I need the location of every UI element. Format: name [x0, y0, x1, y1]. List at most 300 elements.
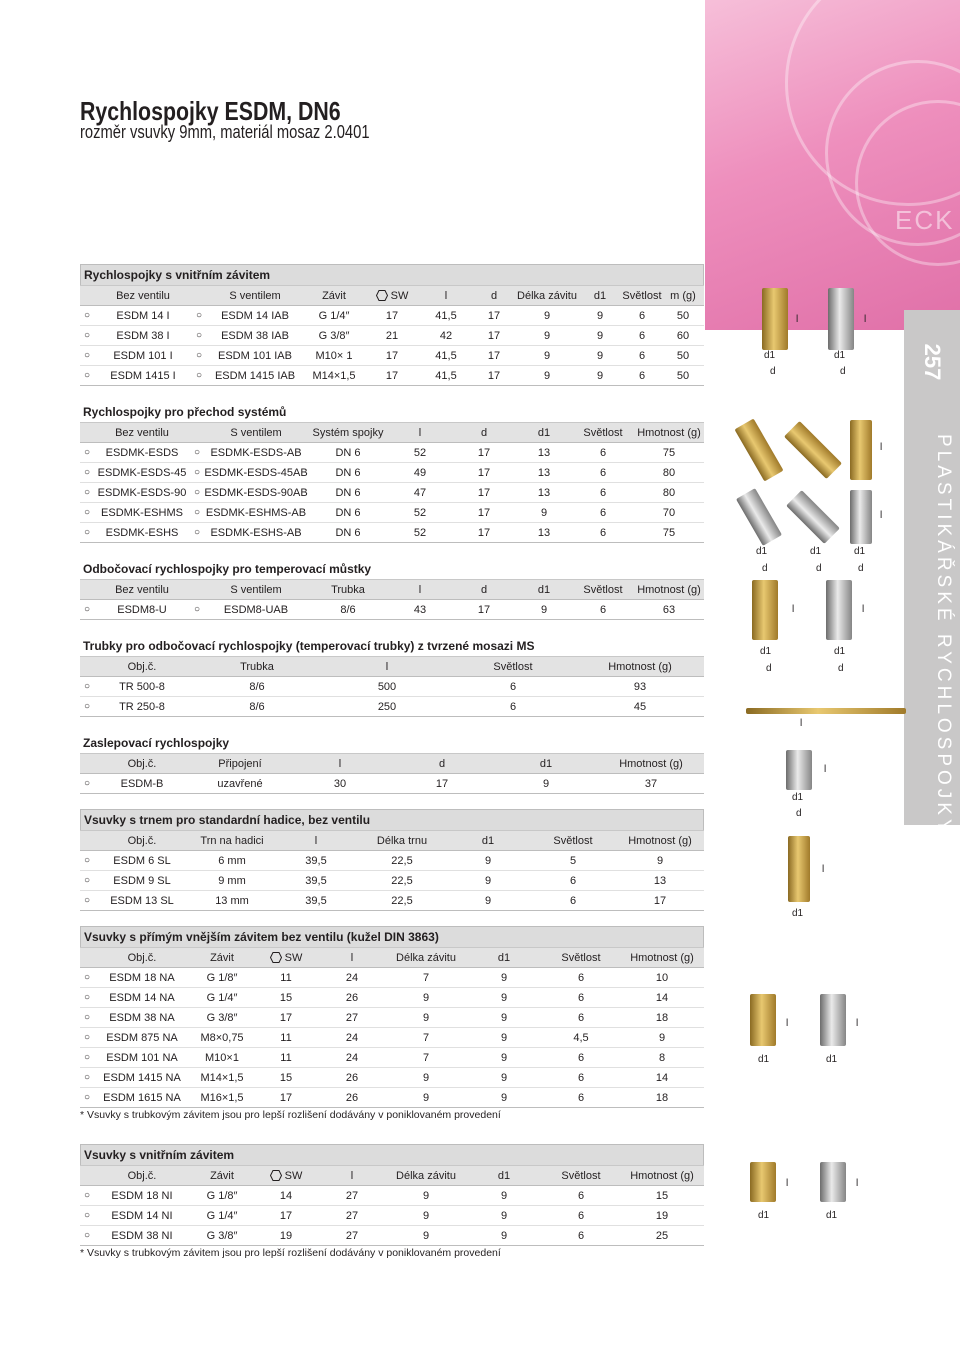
table-cell: 6 mm: [190, 851, 274, 871]
table-cell: G 3/8″: [190, 1226, 254, 1246]
table-cell: 17: [452, 600, 516, 620]
order-marker-icon: ○: [80, 988, 94, 1008]
table-cell: 17: [472, 306, 516, 326]
table-cell: 17: [452, 503, 516, 523]
order-marker-icon: ○: [80, 774, 94, 794]
order-marker-icon: ○: [80, 1068, 94, 1088]
table-cell: 75: [634, 443, 704, 463]
column-header: Hmotnost (g): [616, 831, 704, 851]
coupling-chrome-image: [828, 288, 854, 350]
column-header: d1: [516, 580, 572, 600]
table-cell: ESDM 18 NA: [94, 968, 190, 988]
table-cell: 9: [466, 1068, 542, 1088]
column-header: Závit: [304, 286, 364, 306]
product-table: [80, 947, 704, 1108]
table-cell: M16×1,5: [190, 1088, 254, 1108]
table-cell: 19: [254, 1226, 318, 1246]
table-cell: 50: [662, 366, 704, 386]
table-cell: 18: [620, 1008, 704, 1028]
table-cell: 9: [386, 1226, 466, 1246]
dim-label-d1: d1: [834, 646, 846, 657]
dim-label-d1: d1: [810, 546, 822, 557]
column-header: Obj.č.: [94, 754, 190, 774]
coupling-angled-image: [786, 490, 840, 544]
dim-label-d: d: [816, 563, 822, 574]
section-title: Trubky pro odbočovací rychlospojky (temperovací trubky) z tvrzené mosazi MS: [83, 639, 535, 653]
column-header: Závit: [190, 948, 254, 968]
table-cell: 14: [254, 1186, 318, 1206]
table-cell: 17: [472, 346, 516, 366]
order-marker-icon: ○: [80, 871, 94, 891]
table-row: [80, 871, 704, 891]
table-cell: 11: [254, 1028, 318, 1048]
table-cell: 17: [452, 483, 516, 503]
table-cell: ESDM 6 SL: [94, 851, 190, 871]
column-header: Délka závitu: [386, 948, 466, 968]
section-title: Vsuvky s přímým vnějším závitem bez ventilu (kužel DIN 3863): [80, 926, 704, 947]
table-row: [80, 443, 704, 463]
section-branch-couplings: [80, 559, 704, 620]
order-marker-icon: ○: [80, 1008, 94, 1028]
table-cell: ESDM 14 I: [94, 306, 192, 326]
section-title: Odbočovací rychlospojky pro temperovací můstky: [83, 562, 372, 576]
table-cell: G 1/4″: [304, 306, 364, 326]
table-cell: 37: [598, 774, 704, 794]
table-cell: DN 6: [308, 523, 388, 543]
column-header-sw: SW: [254, 1166, 318, 1186]
table-cell: 17: [364, 346, 420, 366]
table-cell: 17: [472, 326, 516, 346]
order-marker-icon: ○: [80, 523, 94, 543]
table-cell: 17: [452, 523, 516, 543]
table-cell: 49: [388, 463, 452, 483]
column-header: Světlost: [450, 657, 576, 677]
column-header: Hmotnost (g): [634, 423, 704, 443]
table-cell: 17: [254, 1008, 318, 1028]
nipple-external-thread-image: [750, 994, 776, 1046]
table-cell: 17: [472, 366, 516, 386]
table-header-row: [80, 657, 704, 677]
section-title: Rychlospojky pro přechod systémů: [83, 405, 287, 419]
table-header-row: [80, 286, 704, 306]
table-cell: 9: [466, 1008, 542, 1028]
table-cell: 13: [516, 523, 572, 543]
product-table: [80, 422, 704, 543]
table-cell: 17: [254, 1088, 318, 1108]
dim-label-d1: d1: [760, 646, 772, 657]
table-cell: 9: [466, 1226, 542, 1246]
section-hose-nipples: [80, 809, 704, 911]
dim-label-d: d: [770, 366, 776, 377]
column-header: l: [274, 831, 358, 851]
table-cell: 75: [634, 523, 704, 543]
table-row: [80, 697, 704, 717]
table-cell: 6: [530, 871, 616, 891]
table-cell: 17: [364, 306, 420, 326]
table-cell: 15: [254, 988, 318, 1008]
dim-label-l: l: [824, 764, 827, 775]
table-cell: 80: [634, 463, 704, 483]
table-cell: ESDM 38 NA: [94, 1008, 190, 1028]
table-cell: 6: [572, 463, 634, 483]
table-cell: ESDM 875 NA: [94, 1028, 190, 1048]
table-cell: 9: [578, 306, 622, 326]
table-cell: 41,5: [420, 306, 472, 326]
dim-label-l: l: [880, 510, 883, 521]
column-header: d1: [494, 754, 598, 774]
table-cell: 9: [620, 1028, 704, 1048]
column-header: d: [472, 286, 516, 306]
table-cell: 6: [542, 1226, 620, 1246]
dim-label-d1: d1: [854, 546, 866, 557]
table-row: [80, 463, 704, 483]
table-cell: 6: [572, 600, 634, 620]
table-cell: 22,5: [358, 851, 446, 871]
table-row: [80, 483, 704, 503]
column-header: Obj.č.: [94, 948, 190, 968]
order-marker-icon: ○: [80, 326, 94, 346]
table-cell: 10: [620, 968, 704, 988]
dim-label-l: l: [856, 1018, 859, 1029]
table-cell: ESDM 101 NA: [94, 1048, 190, 1068]
table-row: [80, 306, 704, 326]
dim-label-d1: d1: [826, 1210, 838, 1221]
order-marker-icon: ○: [80, 677, 94, 697]
table-cell: 27: [318, 1008, 386, 1028]
column-header: Hmotnost (g): [620, 948, 704, 968]
dim-label-d1: d1: [764, 350, 776, 361]
column-header: S ventilem: [206, 286, 304, 306]
column-header: Obj.č.: [94, 831, 190, 851]
table-cell: ESDM 14 NI: [94, 1206, 190, 1226]
column-header: Hmotnost (g): [634, 580, 704, 600]
table-cell: 11: [254, 1048, 318, 1068]
table-cell: 8/6: [190, 697, 324, 717]
dim-label-l: l: [862, 604, 865, 615]
column-header: Trn na hadici: [190, 831, 274, 851]
table-cell: 5: [530, 851, 616, 871]
table-cell: 6: [572, 523, 634, 543]
column-header: d: [452, 580, 516, 600]
dim-label-d: d: [762, 563, 768, 574]
table-cell: ESDMK-ESDS-AB: [204, 443, 308, 463]
table-cell: ESDM 14 NA: [94, 988, 190, 1008]
column-header: d: [452, 423, 516, 443]
footnote: * Vsuvky s trubkovým závitem jsou pro lepší rozlišení dodávány v poniklovaném provedení: [80, 1247, 501, 1259]
table-cell: ESDM 101 I: [94, 346, 192, 366]
table-cell: 52: [388, 443, 452, 463]
page-title: Rychlospojky ESDM, DN6: [80, 96, 341, 126]
table-cell: ESDMK-ESHS-AB: [204, 523, 308, 543]
table-cell: 22,5: [358, 871, 446, 891]
table-cell: 8/6: [308, 600, 388, 620]
column-header: Délka závitu: [516, 286, 578, 306]
dim-label-d: d: [858, 563, 864, 574]
table-cell: 9: [466, 968, 542, 988]
table-cell: ESDM 38 IAB: [206, 326, 304, 346]
table-cell: 17: [390, 774, 494, 794]
column-header: l: [420, 286, 472, 306]
column-header: Hmotnost (g): [598, 754, 704, 774]
dim-label-l: l: [796, 314, 799, 325]
coupling-straight-image: [850, 490, 872, 544]
order-marker-icon: ○: [190, 523, 204, 543]
table-cell: 6: [572, 503, 634, 523]
table-cell: 26: [318, 1088, 386, 1108]
table-cell: 9 mm: [190, 871, 274, 891]
dim-label-l: l: [786, 1178, 789, 1189]
column-header: S ventilem: [204, 580, 308, 600]
table-cell: 41,5: [420, 346, 472, 366]
column-header: Bez ventilu: [94, 423, 190, 443]
order-marker-icon: ○: [190, 600, 204, 620]
table-cell: 6: [450, 697, 576, 717]
order-marker-icon: ○: [80, 503, 94, 523]
table-cell: ESDM 1415 IAB: [206, 366, 304, 386]
table-cell: 15: [254, 1068, 318, 1088]
table-cell: ESDMK-ESHMS: [94, 503, 190, 523]
table-row: [80, 1008, 704, 1028]
table-cell: 6: [572, 443, 634, 463]
nipple-internal-thread-image: [750, 1162, 776, 1202]
dim-label-l: l: [864, 314, 867, 325]
order-marker-icon: ○: [80, 697, 94, 717]
table-cell: 26: [318, 1068, 386, 1088]
order-marker-icon: ○: [80, 463, 94, 483]
column-header: Připojení: [190, 754, 290, 774]
table-cell: 11: [254, 968, 318, 988]
table-cell: 24: [318, 968, 386, 988]
order-marker-icon: ○: [80, 1048, 94, 1068]
table-cell: M10×1: [190, 1048, 254, 1068]
table-row: [80, 988, 704, 1008]
table-cell: 63: [634, 600, 704, 620]
product-table: [80, 830, 704, 911]
table-cell: 17: [616, 891, 704, 911]
table-cell: 6: [542, 968, 620, 988]
section-title: Vsuvky s vnitřním závitem: [80, 1144, 704, 1165]
order-marker-icon: ○: [80, 346, 94, 366]
table-cell: 6: [622, 306, 662, 326]
table-cell: 39,5: [274, 851, 358, 871]
branch-coupling-image: [752, 580, 778, 640]
order-marker-icon: ○: [192, 346, 206, 366]
table-cell: ESDM 1415 NA: [94, 1068, 190, 1088]
column-header: Světlost: [542, 948, 620, 968]
table-cell: 17: [452, 463, 516, 483]
product-table: [80, 285, 704, 386]
table-cell: 43: [388, 600, 452, 620]
order-marker-icon: ○: [80, 1226, 94, 1246]
table-cell: 17: [254, 1206, 318, 1226]
table-cell: 6: [542, 1008, 620, 1028]
section-external-thread-nipples: [80, 926, 704, 1108]
table-row: [80, 677, 704, 697]
footnote: * Vsuvky s trubkovým závitem jsou pro lepší rozlišení dodávány v poniklovaném provedení: [80, 1109, 501, 1121]
table-cell: 6: [572, 483, 634, 503]
coupling-angled-image: [784, 421, 842, 479]
table-cell: 9: [466, 1088, 542, 1108]
section-title: Rychlospojky s vnitřním závitem: [80, 264, 704, 285]
table-cell: 45: [576, 697, 704, 717]
nipple-internal-thread-image: [820, 1162, 846, 1202]
table-row: [80, 851, 704, 871]
column-header: l: [324, 657, 450, 677]
column-header: Trubka: [190, 657, 324, 677]
table-cell: 9: [516, 600, 572, 620]
column-header: d1: [466, 948, 542, 968]
table-cell: DN 6: [308, 483, 388, 503]
dim-label-d1: d1: [826, 1054, 838, 1065]
table-cell: 6: [622, 326, 662, 346]
table-cell: 9: [386, 1088, 466, 1108]
table-cell: G 3/8″: [190, 1008, 254, 1028]
dim-label-d: d: [840, 366, 846, 377]
table-cell: 19: [620, 1206, 704, 1226]
table-header-row: [80, 754, 704, 774]
column-header: Bez ventilu: [94, 286, 192, 306]
table-cell: 27: [318, 1186, 386, 1206]
table-cell: 6: [542, 988, 620, 1008]
order-marker-icon: ○: [80, 1206, 94, 1226]
table-cell: 15: [620, 1186, 704, 1206]
table-cell: 9: [466, 1186, 542, 1206]
blanking-plug-image: [786, 750, 812, 790]
column-header-sw: SW: [364, 286, 420, 306]
table-cell: 21: [364, 326, 420, 346]
dim-label-d1: d1: [834, 350, 846, 361]
coupling-straight-image: [850, 420, 872, 480]
table-row: [80, 891, 704, 911]
order-marker-icon: ○: [192, 366, 206, 386]
branch-coupling-image: [826, 580, 852, 640]
table-cell: 7: [386, 968, 466, 988]
dim-label-l: l: [822, 864, 825, 875]
column-header: m (g): [662, 286, 704, 306]
table-cell: ESDMK-ESDS: [94, 443, 190, 463]
column-header: d1: [446, 831, 530, 851]
table-cell: 9: [446, 891, 530, 911]
table-cell: 14: [620, 1068, 704, 1088]
table-row: [80, 523, 704, 543]
table-cell: 39,5: [274, 871, 358, 891]
table-row: [80, 326, 704, 346]
table-cell: 27: [318, 1226, 386, 1246]
table-cell: M8×0,75: [190, 1028, 254, 1048]
table-row: [80, 1226, 704, 1246]
table-cell: ESDM 38 NI: [94, 1226, 190, 1246]
table-cell: 70: [634, 503, 704, 523]
table-row: [80, 968, 704, 988]
table-cell: 9: [516, 306, 578, 326]
table-cell: G 1/4″: [190, 1206, 254, 1226]
table-cell: 8/6: [190, 677, 324, 697]
table-cell: 6: [622, 366, 662, 386]
table-cell: 9: [446, 851, 530, 871]
table-cell: 50: [662, 306, 704, 326]
column-header: Systém spojky: [308, 423, 388, 443]
column-header: l: [388, 580, 452, 600]
section-blanking: [80, 733, 704, 794]
table-cell: 9: [466, 1048, 542, 1068]
table-cell: G 1/4″: [190, 988, 254, 1008]
table-cell: M10× 1: [304, 346, 364, 366]
table-cell: 52: [388, 523, 452, 543]
table-cell: 500: [324, 677, 450, 697]
section-tubes: [80, 636, 704, 717]
table-cell: G 1/8″: [190, 968, 254, 988]
column-header: Světlost: [572, 580, 634, 600]
hexagon-icon: [376, 290, 388, 301]
table-cell: 9: [516, 346, 578, 366]
column-header: d1: [466, 1166, 542, 1186]
column-header: Světlost: [572, 423, 634, 443]
table-cell: TR 250-8: [94, 697, 190, 717]
column-header: Závit: [190, 1166, 254, 1186]
section-title: Zaslepovací rychlospojky: [83, 736, 230, 750]
order-marker-icon: ○: [80, 306, 94, 326]
table-cell: 8: [620, 1048, 704, 1068]
order-marker-icon: ○: [80, 851, 94, 871]
column-header: Délka trnu: [358, 831, 446, 851]
table-cell: 7: [386, 1048, 466, 1068]
table-cell: DN 6: [308, 463, 388, 483]
table-row: [80, 1088, 704, 1108]
table-row: [80, 1028, 704, 1048]
product-table: [80, 753, 704, 794]
table-cell: 9: [516, 503, 572, 523]
table-cell: 6: [542, 1206, 620, 1226]
dim-label-d1: d1: [758, 1054, 770, 1065]
table-cell: 9: [466, 1206, 542, 1226]
table-cell: 250: [324, 697, 450, 717]
table-header-row: [80, 423, 704, 443]
table-row: [80, 366, 704, 386]
table-cell: uzavřené: [190, 774, 290, 794]
table-cell: 6: [530, 891, 616, 911]
nipple-external-thread-image: [820, 994, 846, 1046]
table-cell: 93: [576, 677, 704, 697]
order-marker-icon: ○: [80, 891, 94, 911]
dim-label-d1: d1: [792, 908, 804, 919]
column-header: Světlost: [530, 831, 616, 851]
order-marker-icon: ○: [80, 1028, 94, 1048]
product-table: [80, 579, 704, 620]
table-header-row: [80, 948, 704, 968]
table-cell: 7: [386, 1028, 466, 1048]
table-cell: 42: [420, 326, 472, 346]
table-cell: 26: [318, 988, 386, 1008]
table-cell: 9: [578, 366, 622, 386]
table-cell: 18: [620, 1088, 704, 1108]
table-cell: ESDM8-UAB: [204, 600, 308, 620]
order-marker-icon: ○: [192, 326, 206, 346]
table-cell: ESDMK-ESHS: [94, 523, 190, 543]
column-header: Světlost: [542, 1166, 620, 1186]
table-header-row: [80, 580, 704, 600]
table-cell: 13: [516, 483, 572, 503]
product-table: [80, 1165, 704, 1246]
dim-label-l: l: [880, 442, 883, 453]
hexagon-icon: [270, 1170, 282, 1181]
dim-label-l: l: [792, 604, 795, 615]
order-marker-icon: ○: [190, 443, 204, 463]
dim-label-d1: d1: [756, 546, 768, 557]
table-cell: 14: [620, 988, 704, 1008]
table-cell: ESDM 18 NI: [94, 1186, 190, 1206]
order-marker-icon: ○: [190, 483, 204, 503]
table-cell: DN 6: [308, 443, 388, 463]
